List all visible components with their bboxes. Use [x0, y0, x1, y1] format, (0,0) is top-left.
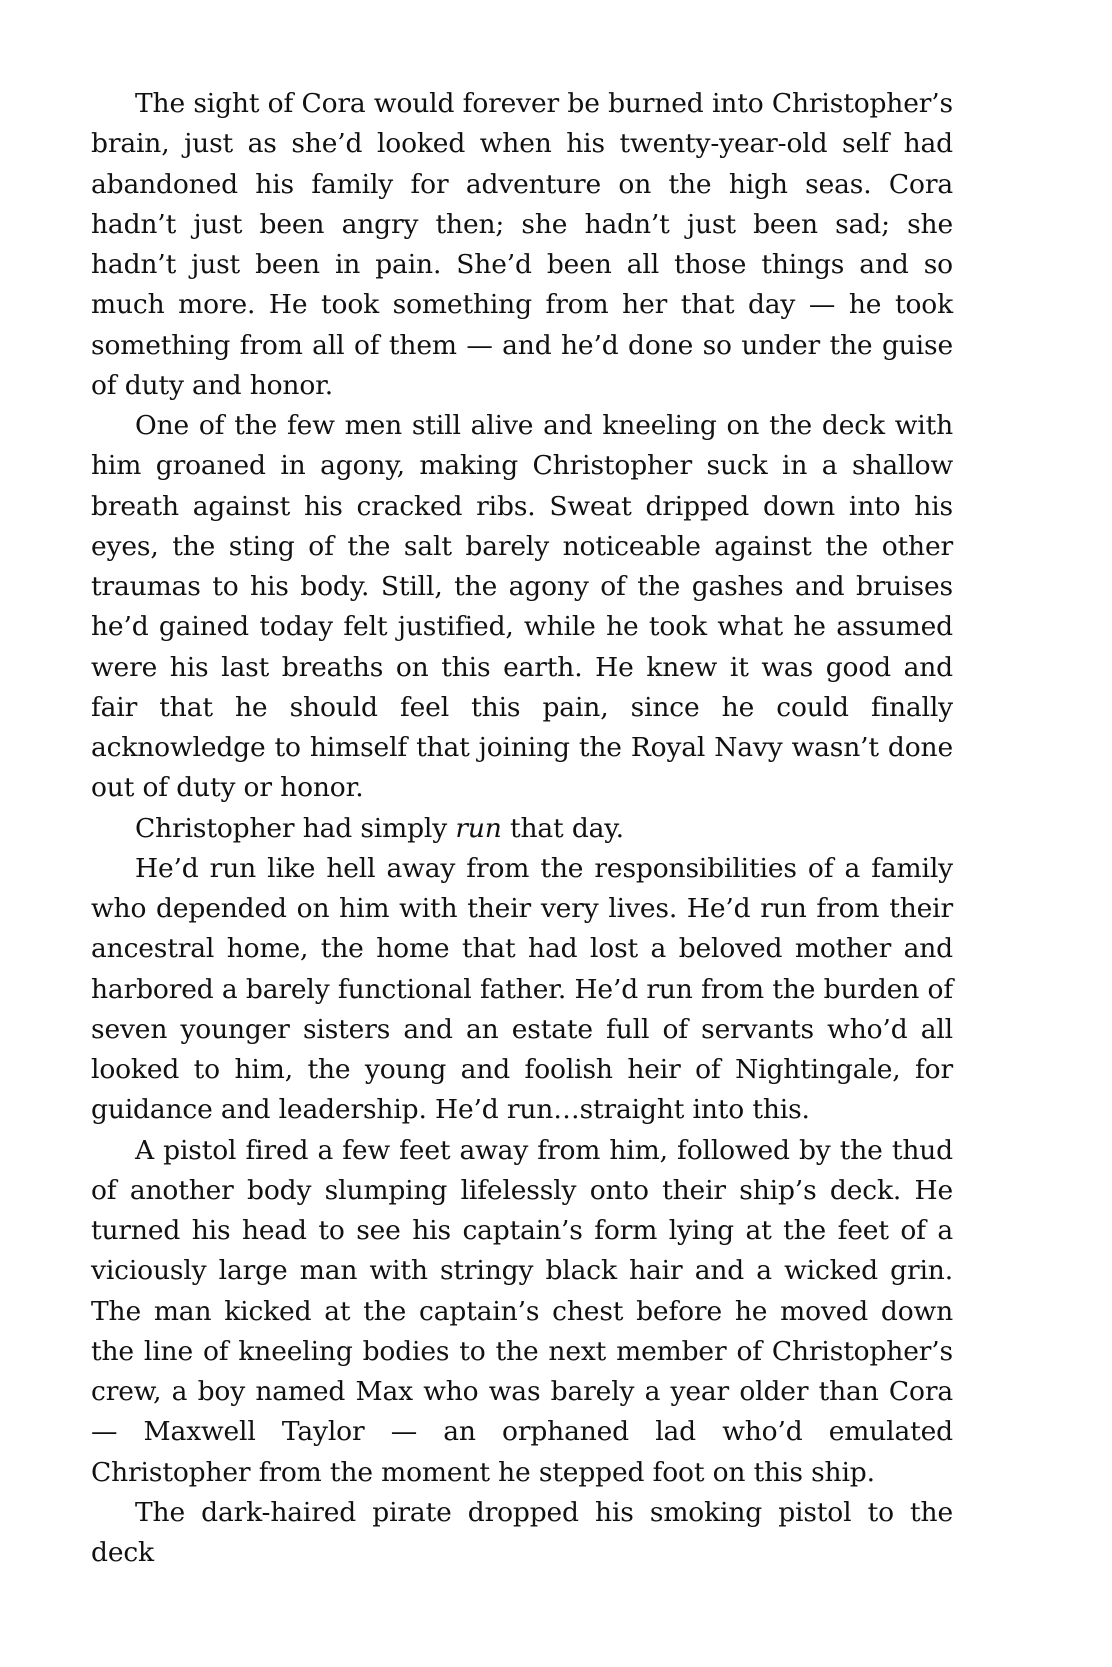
paragraph-cora-memory: The sight of Cora would forever be burned into Christopher’s brain, just as she’d looked when his twenty-year-old self had abandoned his family for adventure on the high seas. Cora hadn’t just been angry then; she hadn’t just been sad; she hadn’t just been in pain. She’d been all those things and so much more. He took something from her that day — he took something from all of them — and he’d done so under the guise of duty and honor. — [91, 88, 953, 401]
emphasis-text: run — [455, 812, 502, 844]
paragraph-kneeling-deck: One of the few men still alive and kneeling on the deck with him groaned in agony, making Christopher suck in a shallow breath against his cracked ribs. Sweat dripped down into his eyes, the sting of the salt barely noticeable against the other traumas to his body. Still, the agony of the gashes and bruises he’d gained today felt justified, while he took what he assumed were his last breaths on this earth. He knew it was good and fair that he should feel this pain, since he could finally acknowledge to himself that joining the Royal Navy wasn’t done out of duty or honor. — [91, 410, 953, 804]
paragraph-simply-run — [91, 809, 953, 849]
text-run: that day. — [501, 812, 624, 844]
paragraph-pistol-fired: A pistol fired a few feet away from him, followed by the thud of another body slumping lifelessly onto their ship’s deck. He turned his head to see his captain’s form lying at the feet of a viciously large man with stringy black hair and a wicked grin. The man kicked at the captain’s chest before he moved down the line of kneeling bodies to the next member of Christopher’s crew, a boy named Max who was barely a year older than Cora — Maxwell Taylor — an orphaned lad who’d emulated Christopher from the moment he stepped foot on this ship. — [91, 1134, 953, 1488]
paragraph-ran-from-family: He’d run like hell away from the responsibilities of a family who depended on him with their very lives. He’d run from their ancestral home, the home that had lost a beloved mother and harbored a barely functional father. He’d run from the burden of seven younger sisters and an estate full of servants who’d all looked to him, the young and foolish heir of Nightingale, for guidance and leadership. He’d run…straight into this. — [91, 852, 953, 1126]
book-page — [91, 84, 953, 1573]
text-run: Christopher had simply — [135, 812, 456, 844]
paragraph-dark-haired-pirate: The dark-haired pirate dropped his smoking pistol to the deck — [91, 1496, 953, 1568]
